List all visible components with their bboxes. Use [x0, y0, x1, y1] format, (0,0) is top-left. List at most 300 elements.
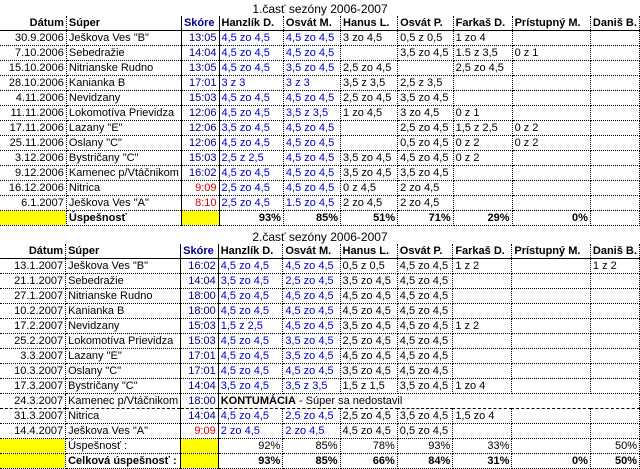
- summary-value[interactable]: [512, 439, 591, 454]
- cell[interactable]: 4,5 zo 4,5: [219, 166, 283, 181]
- summary-value[interactable]: 78%: [340, 439, 397, 454]
- cell[interactable]: 4,5 zo 4,5: [283, 136, 340, 151]
- contumation-note: [218, 394, 639, 409]
- cell[interactable]: 4,5 zo 4,5: [283, 259, 340, 274]
- cell[interactable]: 2,5 zo 4,5: [283, 409, 340, 424]
- summary-value[interactable]: 50%: [590, 454, 639, 469]
- cell[interactable]: [512, 349, 591, 364]
- cell[interactable]: Bystričany "C": [66, 379, 181, 394]
- header-cell[interactable]: Súper: [66, 244, 181, 259]
- cell[interactable]: Nitrianske Rudno: [66, 289, 181, 304]
- cell[interactable]: 2,5 zo 4,5: [398, 121, 453, 136]
- cell[interactable]: 14:04: [181, 409, 219, 424]
- cell[interactable]: 4,5 zo 4,5: [219, 61, 283, 76]
- cell[interactable]: 13:05: [181, 31, 219, 46]
- summary-value[interactable]: 71%: [398, 211, 453, 226]
- header-cell[interactable]: Skóre: [181, 244, 219, 259]
- cell[interactable]: 17:01: [181, 349, 219, 364]
- cell[interactable]: [590, 31, 639, 46]
- cell[interactable]: 17:01: [181, 76, 219, 91]
- cell[interactable]: 16:02: [181, 259, 219, 274]
- table-row: [0, 31, 640, 46]
- table-row: [0, 304, 640, 319]
- summary-label[interactable]: Úspešnosť :: [66, 439, 181, 454]
- cell[interactable]: 1.5 z 3,5: [453, 46, 512, 61]
- contumation-label: KONTUMÁCIA: [220, 394, 296, 407]
- table-row: [0, 106, 640, 121]
- cell[interactable]: Lazany "E": [66, 121, 181, 136]
- part1-title: 1.časť sezóny 2006-2007: [252, 2, 388, 16]
- cell[interactable]: Nitrica: [66, 181, 181, 196]
- cell[interactable]: 14:04: [181, 46, 219, 61]
- cell[interactable]: [453, 166, 512, 181]
- part2-title: 2.časť sezóny 2006-2007: [252, 230, 388, 244]
- cell[interactable]: 0 z 1: [512, 46, 590, 61]
- cell[interactable]: 0,5 z 0,5: [340, 259, 397, 274]
- header-cell[interactable]: Daniš B.: [590, 244, 639, 259]
- table-row: [0, 259, 640, 274]
- summary-value[interactable]: 51%: [341, 211, 398, 226]
- header-cell[interactable]: Hanus L.: [341, 16, 398, 31]
- summary-value[interactable]: 0%: [512, 211, 590, 226]
- cell[interactable]: 30.9.2006: [0, 31, 66, 46]
- cell[interactable]: 4,5 zo 4,5: [218, 334, 283, 349]
- cell[interactable]: 7.10.2006: [0, 46, 66, 61]
- cell[interactable]: 3,5 zo 4,5: [341, 166, 398, 181]
- cell[interactable]: Nevidzany: [66, 319, 181, 334]
- cell[interactable]: Ješkova Ves "B": [66, 31, 181, 46]
- cell[interactable]: 4,5 zo 4,5: [218, 259, 283, 274]
- cell[interactable]: [512, 409, 591, 424]
- cell[interactable]: Bystričany "C": [66, 151, 181, 166]
- cell[interactable]: 2 zo 4,5: [341, 196, 398, 211]
- cell[interactable]: 4,5 zo 4,5: [283, 319, 340, 334]
- cell[interactable]: 0 z 2: [453, 151, 512, 166]
- cell[interactable]: 3,5 zo 4,5: [219, 121, 283, 136]
- cell[interactable]: 4,5 zo 4,5: [397, 304, 453, 319]
- table-row: [0, 76, 640, 91]
- table-row: [0, 196, 640, 211]
- cell[interactable]: [453, 196, 512, 211]
- header-cell[interactable]: Prístupný M.: [512, 16, 590, 31]
- summary-value[interactable]: 33%: [453, 439, 512, 454]
- cell[interactable]: Lokomotíva Prievidza: [66, 106, 181, 121]
- cell[interactable]: 18:00: [181, 394, 219, 409]
- cell[interactable]: 1 z 2: [453, 319, 512, 334]
- cell[interactable]: [453, 76, 512, 91]
- cell[interactable]: [453, 364, 512, 379]
- cell[interactable]: Ješkova Ves "A": [66, 424, 181, 439]
- summary-value[interactable]: 93%: [397, 439, 453, 454]
- cell[interactable]: 4,5 zo 4,5: [219, 106, 283, 121]
- cell[interactable]: [181, 454, 219, 469]
- cell[interactable]: Lazany "E": [66, 349, 181, 364]
- part1-table: [0, 16, 640, 226]
- summary-row: [0, 211, 640, 226]
- summary-value[interactable]: [590, 211, 639, 226]
- cell[interactable]: 3,5 zo 4,5: [283, 61, 340, 76]
- cell[interactable]: 12:06: [181, 121, 219, 136]
- cell[interactable]: 4,5 zo 4,5: [397, 274, 453, 289]
- header-cell[interactable]: Farkaš D.: [453, 16, 512, 31]
- cell[interactable]: 3,5 zo 4,5: [398, 46, 453, 61]
- summary-value[interactable]: 93%: [219, 211, 283, 226]
- cell[interactable]: 15:03: [181, 91, 219, 106]
- cell[interactable]: 8:10: [181, 196, 219, 211]
- cell[interactable]: [512, 91, 590, 106]
- summary-value[interactable]: 66%: [340, 454, 397, 469]
- cell[interactable]: 3,5 zo 4,5: [398, 166, 453, 181]
- cell[interactable]: 1.5 zo 4,5: [283, 196, 340, 211]
- cell[interactable]: 4,5 zo 4,5: [219, 136, 283, 151]
- summary-value[interactable]: 85%: [283, 439, 340, 454]
- cell[interactable]: 4,5 zo 4,5: [219, 91, 283, 106]
- cell[interactable]: [590, 319, 639, 334]
- cell[interactable]: 2,5 zo 4,5: [283, 274, 340, 289]
- cell[interactable]: [512, 181, 590, 196]
- cell[interactable]: 25.2.2007: [0, 334, 66, 349]
- cell[interactable]: Kamenec p/Vtáčnikom: [66, 166, 181, 181]
- summary-value[interactable]: 93%: [218, 454, 283, 469]
- cell[interactable]: 0 z 2: [512, 136, 590, 151]
- cell[interactable]: [590, 181, 639, 196]
- cell[interactable]: 4,5 zo 4,5: [283, 364, 340, 379]
- cell[interactable]: [590, 61, 639, 76]
- cell[interactable]: 3,5 z 3,5: [283, 106, 340, 121]
- cell[interactable]: [453, 424, 512, 439]
- cell[interactable]: 4,5 zo 4,5: [397, 334, 453, 349]
- header-cell[interactable]: Prístupný M.: [512, 244, 591, 259]
- cell[interactable]: 3,5 zo 4,5: [340, 319, 397, 334]
- part2-table: [0, 244, 640, 469]
- cell[interactable]: [590, 136, 639, 151]
- cell[interactable]: [453, 304, 512, 319]
- header-cell[interactable]: Súper: [66, 16, 181, 31]
- cell[interactable]: 2,5 zo 4,5: [340, 409, 397, 424]
- cell[interactable]: 28.10.2006: [0, 76, 66, 91]
- cell[interactable]: 2 zo 4,5: [398, 181, 453, 196]
- cell[interactable]: Kanianka B: [66, 304, 181, 319]
- cell[interactable]: 4,5 zo 4,5: [397, 364, 453, 379]
- summary-value[interactable]: 85%: [283, 454, 340, 469]
- cell[interactable]: 18:00: [181, 289, 219, 304]
- cell[interactable]: [512, 61, 590, 76]
- cell[interactable]: 4,5 zo 4,5: [283, 304, 340, 319]
- cell[interactable]: Lokomotíva Prievidza: [66, 334, 181, 349]
- cell[interactable]: [453, 274, 512, 289]
- cell[interactable]: 14:04: [181, 274, 219, 289]
- cell[interactable]: 4,5 zo 4,5: [283, 46, 340, 61]
- cell[interactable]: [512, 151, 590, 166]
- cell[interactable]: 1,5 z 2,5: [218, 319, 283, 334]
- cell[interactable]: [512, 334, 591, 349]
- summary-value[interactable]: 0%: [512, 454, 591, 469]
- table-row: [0, 424, 640, 439]
- cell[interactable]: 1 zo 4: [453, 379, 512, 394]
- cell[interactable]: [0, 211, 66, 226]
- cell[interactable]: 4,5 zo 4,5: [218, 289, 283, 304]
- cell[interactable]: [590, 151, 639, 166]
- cell[interactable]: 3,5 zo 4,5: [398, 91, 453, 106]
- cell[interactable]: 4,5 zo 4,5: [218, 409, 283, 424]
- cell[interactable]: 3,5 zo 4,5: [218, 379, 283, 394]
- cell[interactable]: 13.1.2007: [0, 259, 66, 274]
- cell[interactable]: 1 z 2: [453, 259, 512, 274]
- cell[interactable]: [512, 259, 591, 274]
- cell[interactable]: [453, 349, 512, 364]
- cell[interactable]: [512, 364, 591, 379]
- cell[interactable]: 0 z 2: [453, 136, 512, 151]
- cell[interactable]: [590, 334, 639, 349]
- cell[interactable]: Oslany "C": [66, 136, 181, 151]
- cell[interactable]: 3,5 zo 4,5: [340, 274, 397, 289]
- header-cell[interactable]: Daniš B.: [590, 16, 639, 31]
- cell[interactable]: 4,5 zo 4,5: [218, 349, 283, 364]
- cell[interactable]: Sebedražie: [66, 274, 181, 289]
- cell[interactable]: 9:09: [181, 424, 219, 439]
- header-cell[interactable]: Osvát P.: [398, 16, 453, 31]
- cell[interactable]: 12:06: [181, 106, 219, 121]
- cell[interactable]: [453, 181, 512, 196]
- header-cell[interactable]: Osvát M.: [283, 244, 340, 259]
- cell[interactable]: 1 zo 4,5: [341, 106, 398, 121]
- cell[interactable]: 4,5 zo 4,5: [397, 289, 453, 304]
- cell[interactable]: 15:03: [181, 334, 219, 349]
- cell[interactable]: 3,5 zo 4,5: [283, 349, 340, 364]
- cell[interactable]: Nevidzany: [66, 91, 181, 106]
- cell[interactable]: 4,5 zo 4,5: [283, 121, 340, 136]
- cell[interactable]: [590, 364, 639, 379]
- table-row: [0, 409, 640, 424]
- cell[interactable]: 3,5 zo 4,5: [397, 409, 453, 424]
- cell[interactable]: 6.1.2007: [0, 196, 66, 211]
- cell[interactable]: [181, 439, 219, 454]
- cell[interactable]: 0 z 2: [512, 121, 590, 136]
- cell[interactable]: 16:02: [181, 166, 219, 181]
- cell[interactable]: 3,5 zo 4,5: [283, 334, 340, 349]
- header-cell[interactable]: Dátum: [0, 16, 66, 31]
- cell[interactable]: 17.3.2007: [0, 379, 66, 394]
- header-cell[interactable]: Osvát P.: [397, 244, 453, 259]
- cell[interactable]: 17.11.2006: [0, 121, 66, 136]
- table-row: [0, 349, 640, 364]
- cell[interactable]: 1 zo 4: [453, 31, 512, 46]
- cell[interactable]: [590, 196, 639, 211]
- cell[interactable]: [341, 136, 398, 151]
- cell[interactable]: 4,5 zo 4,5: [283, 91, 340, 106]
- cell[interactable]: 4,5 zo 4,5: [340, 349, 397, 364]
- cell[interactable]: 2 zo 4,5: [218, 424, 283, 439]
- cell[interactable]: [512, 424, 591, 439]
- header-cell[interactable]: Osvát M.: [283, 16, 340, 31]
- cell[interactable]: 4,5 zo 4,5: [283, 289, 340, 304]
- header-cell[interactable]: Farkaš D.: [453, 244, 512, 259]
- cell[interactable]: 0,5 z 0,5: [398, 31, 453, 46]
- cell[interactable]: 25.11.2006: [0, 136, 66, 151]
- cell[interactable]: 4,5 zo 4,5: [283, 151, 340, 166]
- cell[interactable]: [512, 319, 591, 334]
- cell[interactable]: 31.3.2007: [0, 409, 66, 424]
- cell[interactable]: [590, 304, 639, 319]
- cell[interactable]: 2,5 zo 4,5: [453, 61, 512, 76]
- cell[interactable]: [0, 439, 66, 454]
- header-cell[interactable]: Hanus L.: [340, 244, 397, 259]
- cell[interactable]: [512, 379, 591, 394]
- cell[interactable]: 3.3.2007: [0, 349, 66, 364]
- summary-value[interactable]: 31%: [453, 454, 512, 469]
- cell[interactable]: 4,5 zo 4,5: [283, 181, 340, 196]
- cell[interactable]: 16.12.2006: [0, 181, 66, 196]
- cell[interactable]: 3,5 z 3,5: [341, 76, 398, 91]
- cell[interactable]: [590, 91, 639, 106]
- cell[interactable]: 2,5 zo 4,5: [219, 181, 283, 196]
- cell[interactable]: 3 z 3: [219, 76, 283, 91]
- cell[interactable]: 4,5 zo 4,5: [397, 319, 453, 334]
- cell[interactable]: [512, 106, 590, 121]
- summary-value[interactable]: 84%: [397, 454, 453, 469]
- cell[interactable]: [0, 454, 66, 469]
- cell[interactable]: Kamenec p/Vtáčnikom: [66, 394, 181, 409]
- cell[interactable]: 2,5 zo 4,5: [340, 334, 397, 349]
- cell[interactable]: 4,5 zo 4,5: [218, 364, 283, 379]
- summary-value[interactable]: 50%: [590, 439, 639, 454]
- cell[interactable]: [512, 274, 591, 289]
- cell[interactable]: 4,5 zo 4,5: [283, 31, 340, 46]
- cell[interactable]: 18:00: [181, 304, 219, 319]
- cell[interactable]: 4,5 zo 4,5: [219, 31, 283, 46]
- cell[interactable]: 11.11.2006: [0, 106, 66, 121]
- cell[interactable]: [590, 121, 639, 136]
- cell[interactable]: 2,5 z 3,5: [398, 76, 453, 91]
- header-cell[interactable]: Skóre: [181, 16, 219, 31]
- summary-value[interactable]: 29%: [453, 211, 512, 226]
- cell[interactable]: Sebedražie: [66, 46, 181, 61]
- cell[interactable]: 17:01: [181, 364, 219, 379]
- header-cell[interactable]: Dátum: [0, 244, 66, 259]
- cell[interactable]: 2 zo 4,5: [283, 424, 340, 439]
- cell[interactable]: Nitrianske Rudno: [66, 61, 181, 76]
- cell[interactable]: 4,5 zo 4,5: [397, 259, 453, 274]
- cell[interactable]: Ješkova Ves "B": [66, 259, 181, 274]
- cell[interactable]: 9:09: [181, 181, 219, 196]
- cell[interactable]: [512, 304, 591, 319]
- cell[interactable]: 14:04: [181, 379, 219, 394]
- cell[interactable]: [512, 196, 590, 211]
- cell[interactable]: [453, 334, 512, 349]
- cell[interactable]: 10.3.2007: [0, 364, 66, 379]
- cell[interactable]: 2 zo 4,5: [398, 196, 453, 211]
- cell[interactable]: 10.2.2007: [0, 304, 66, 319]
- cell[interactable]: 27.1.2007: [0, 289, 66, 304]
- cell[interactable]: [512, 31, 590, 46]
- cell[interactable]: Oslany "C": [66, 364, 181, 379]
- cell[interactable]: [181, 211, 219, 226]
- cell[interactable]: [590, 409, 639, 424]
- cell[interactable]: 4,5 zo 4,5: [397, 349, 453, 364]
- cell[interactable]: 15:03: [181, 151, 219, 166]
- cell[interactable]: 4,5 zo 4,5: [283, 166, 340, 181]
- cell[interactable]: 1,5 zo 4: [453, 409, 512, 424]
- cell[interactable]: 4,5 zo 4,5: [218, 304, 283, 319]
- cell[interactable]: 1 z 2: [590, 259, 639, 274]
- cell[interactable]: [512, 76, 590, 91]
- cell[interactable]: 1,5 z 1,5: [340, 379, 397, 394]
- cell[interactable]: 2,5 z 2,5: [219, 151, 283, 166]
- cell[interactable]: [453, 91, 512, 106]
- cell[interactable]: 24.3.2007: [0, 394, 66, 409]
- cell[interactable]: 4.11.2006: [0, 91, 66, 106]
- cell[interactable]: 15:03: [181, 319, 219, 334]
- cell[interactable]: [590, 289, 639, 304]
- cell[interactable]: 4,5 zo 4,5: [219, 46, 283, 61]
- summary-label[interactable]: Celková úspešnosť :: [66, 454, 181, 469]
- cell[interactable]: 3,5 zo 4,5: [218, 274, 283, 289]
- cell[interactable]: [590, 379, 639, 394]
- cell[interactable]: [590, 274, 639, 289]
- cell[interactable]: 3,5 zo 4,5: [341, 151, 398, 166]
- cell[interactable]: [590, 424, 639, 439]
- cell[interactable]: 1,5 z 2,5: [453, 121, 512, 136]
- cell[interactable]: [398, 61, 453, 76]
- cell[interactable]: 0 z 4,5: [341, 181, 398, 196]
- table-row: [0, 274, 640, 289]
- cell[interactable]: 13:05: [181, 61, 219, 76]
- cell[interactable]: Ješkova Ves "A": [66, 196, 181, 211]
- cell[interactable]: 3 z 3: [283, 76, 340, 91]
- cell[interactable]: 4,5 zo 4,5: [340, 289, 397, 304]
- cell[interactable]: [453, 289, 512, 304]
- cell[interactable]: 15.10.2006: [0, 61, 66, 76]
- cell[interactable]: 0 z 1: [453, 106, 512, 121]
- cell[interactable]: 0,5 zo 4,5: [398, 136, 453, 151]
- cell[interactable]: Nitrica: [66, 409, 181, 424]
- cell[interactable]: 17.2.2007: [0, 319, 66, 334]
- summary-label[interactable]: Úspešnosť: [66, 211, 181, 226]
- cell[interactable]: [341, 121, 398, 136]
- cell[interactable]: 2,5 zo 4,5: [219, 196, 283, 211]
- cell[interactable]: Kanianka B: [66, 76, 181, 91]
- cell[interactable]: [590, 46, 639, 61]
- cell[interactable]: 0,5 zo 4,5: [397, 424, 453, 439]
- cell[interactable]: [590, 106, 639, 121]
- cell[interactable]: 3 zo 4,5: [341, 31, 398, 46]
- cell[interactable]: 3,5 zo 4,5: [397, 379, 453, 394]
- header-cell[interactable]: Hanzlík D.: [218, 244, 283, 259]
- summary-value[interactable]: 92%: [218, 439, 283, 454]
- cell[interactable]: 3,5 z 3,5: [283, 379, 340, 394]
- cell[interactable]: 9.12.2006: [0, 166, 66, 181]
- cell[interactable]: [590, 76, 639, 91]
- cell[interactable]: 4,5 zo 4,5: [398, 151, 453, 166]
- cell[interactable]: 21.1.2007: [0, 274, 66, 289]
- cell[interactable]: [590, 349, 639, 364]
- cell[interactable]: 3 zo 4,5: [398, 106, 453, 121]
- cell[interactable]: 4,5 zo 4,5: [340, 424, 397, 439]
- cell[interactable]: 2,5 zo 4,5: [341, 61, 398, 76]
- cell[interactable]: 4,5 zo 4,5: [340, 304, 397, 319]
- cell[interactable]: 12:06: [181, 136, 219, 151]
- header-cell[interactable]: Hanzlík D.: [219, 16, 283, 31]
- cell[interactable]: [512, 166, 590, 181]
- summary-value[interactable]: 85%: [283, 211, 340, 226]
- cell[interactable]: 3.12.2006: [0, 151, 66, 166]
- cell[interactable]: [590, 166, 639, 181]
- cell[interactable]: 2,5 zo 4,5: [341, 91, 398, 106]
- cell[interactable]: 14.4.2007: [0, 424, 66, 439]
- cell[interactable]: [341, 46, 398, 61]
- cell[interactable]: 3,5 zo 4,5: [340, 364, 397, 379]
- cell[interactable]: [512, 289, 591, 304]
